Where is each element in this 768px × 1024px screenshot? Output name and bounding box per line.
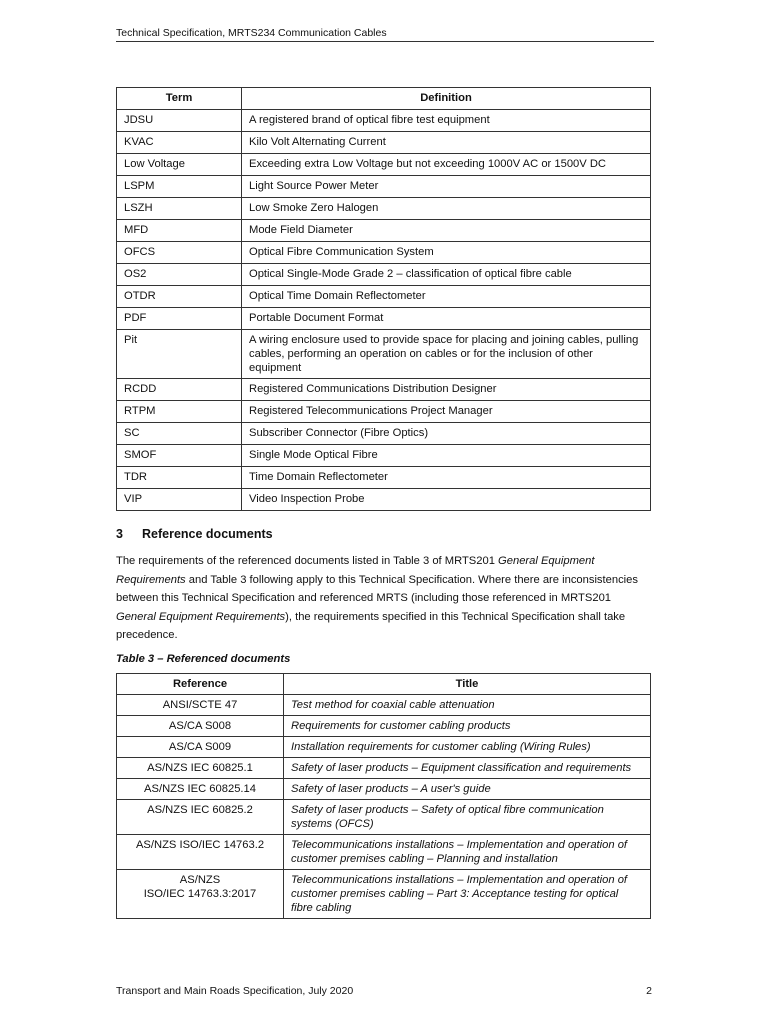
reference-cell: AS/CA S009 <box>117 737 284 758</box>
table-row <box>117 308 651 330</box>
section-paragraph <box>116 552 651 645</box>
paragraph-text: and Table 3 following apply to this Technical Specification. Where there are inconsistencies between this Technical Specification and referenced MRTS (including those referenced in MRTS201 <box>116 573 638 604</box>
term-cell: Low Voltage <box>117 154 242 176</box>
title-cell: Safety of laser products – Equipment classification and requirements <box>284 758 651 779</box>
table-row <box>117 379 651 401</box>
definition-cell: Single Mode Optical Fibre <box>242 445 651 467</box>
paragraph-text: The requirements of the referenced documents listed in Table 3 of MRTS201 <box>116 555 499 567</box>
section-heading <box>116 527 273 541</box>
table-row <box>117 870 651 919</box>
title-cell: Telecommunications installations – Implementation and operation of customer premises cabling – Planning and installation <box>284 835 651 870</box>
page-header: Technical Specification, MRTS234 Communication Cables <box>116 26 654 42</box>
term-cell: OTDR <box>117 286 242 308</box>
definition-cell: Optical Single-Mode Grade 2 – classification of optical fibre cable <box>242 264 651 286</box>
definition-cell: Mode Field Diameter <box>242 220 651 242</box>
reference-cell: AS/NZS IEC 60825.1 <box>117 758 284 779</box>
term-cell: RCDD <box>117 379 242 401</box>
term-cell: RTPM <box>117 401 242 423</box>
term-cell: SC <box>117 423 242 445</box>
table-row <box>117 489 651 511</box>
paragraph-italic-ref: General Equipment Requirements <box>116 555 595 586</box>
table-row <box>117 445 651 467</box>
reference-cell: AS/NZS IEC 60825.2 <box>117 800 284 835</box>
table-row <box>117 779 651 800</box>
title-cell: Safety of laser products – A user's guide <box>284 779 651 800</box>
term-cell: PDF <box>117 308 242 330</box>
section-title: Reference documents <box>142 527 273 541</box>
table-row <box>117 695 651 716</box>
definition-cell: Optical Time Domain Reflectometer <box>242 286 651 308</box>
reference-cell: AS/NZS ISO/IEC 14763.2 <box>117 835 284 870</box>
title-column-header: Title <box>284 674 651 695</box>
definition-cell: Subscriber Connector (Fibre Optics) <box>242 423 651 445</box>
term-cell: OFCS <box>117 242 242 264</box>
definition-cell: Registered Telecommunications Project Manager <box>242 401 651 423</box>
table-row <box>117 198 651 220</box>
refs-header-row <box>117 674 651 695</box>
definition-column-header: Definition <box>242 88 651 110</box>
definition-cell: Registered Communications Distribution Designer <box>242 379 651 401</box>
footer-text: Transport and Main Roads Specification, July 2020 <box>116 985 354 997</box>
term-cell: SMOF <box>117 445 242 467</box>
term-cell: TDR <box>117 467 242 489</box>
page-footer <box>116 985 652 997</box>
reference-cell: AS/CA S008 <box>117 716 284 737</box>
table-row <box>117 758 651 779</box>
definition-cell: Exceeding extra Low Voltage but not exceeding 1000V AC or 1500V DC <box>242 154 651 176</box>
table-row <box>117 330 651 379</box>
section-number: 3 <box>116 527 123 541</box>
definition-cell: Optical Fibre Communication System <box>242 242 651 264</box>
table-row <box>117 242 651 264</box>
terms-header-row <box>117 88 651 110</box>
table-caption: Table 3 – Referenced documents <box>116 653 291 665</box>
table-row <box>117 220 651 242</box>
definition-cell: Time Domain Reflectometer <box>242 467 651 489</box>
table-row <box>117 110 651 132</box>
table-row <box>117 716 651 737</box>
definition-cell: Low Smoke Zero Halogen <box>242 198 651 220</box>
table-row <box>117 401 651 423</box>
title-cell: Test method for coaxial cable attenuation <box>284 695 651 716</box>
term-cell: LSPM <box>117 176 242 198</box>
title-cell: Safety of laser products – Safety of optical fibre communication systems (OFCS) <box>284 800 651 835</box>
table-row <box>117 264 651 286</box>
reference-cell: ANSI/SCTE 47 <box>117 695 284 716</box>
table-row <box>117 286 651 308</box>
title-cell: Telecommunications installations – Implementation and operation of customer premises cabling – Part 3: Acceptance testing for optical fibre cabling <box>284 870 651 919</box>
term-cell: KVAC <box>117 132 242 154</box>
definition-cell: Portable Document Format <box>242 308 651 330</box>
table-row <box>117 132 651 154</box>
definition-cell: Kilo Volt Alternating Current <box>242 132 651 154</box>
page-number: 2 <box>646 985 652 997</box>
term-cell: LSZH <box>117 198 242 220</box>
term-cell: JDSU <box>117 110 242 132</box>
definition-cell: A registered brand of optical fibre test equipment <box>242 110 651 132</box>
table-row <box>117 835 651 870</box>
title-cell: Installation requirements for customer cabling (Wiring Rules) <box>284 737 651 758</box>
paragraph-italic-ref: General Equipment Requirements <box>116 610 286 623</box>
term-cell: VIP <box>117 489 242 511</box>
references-table <box>116 673 651 919</box>
term-cell: MFD <box>117 220 242 242</box>
table-row <box>117 154 651 176</box>
term-cell: Pit <box>117 330 242 379</box>
table-row <box>117 176 651 198</box>
paragraph-text: ), the requirements specified in this Technical Specification shall take precedence. <box>116 610 626 641</box>
table-row <box>117 800 651 835</box>
reference-column-header: Reference <box>117 674 284 695</box>
table-row <box>117 467 651 489</box>
table-row <box>117 423 651 445</box>
title-cell: Requirements for customer cabling products <box>284 716 651 737</box>
definition-cell: Light Source Power Meter <box>242 176 651 198</box>
definition-cell: A wiring enclosure used to provide space for placing and joining cables, pulling cables, performing an operation on cables or for the inclusion of other equipment <box>242 330 651 379</box>
definition-cell: Video Inspection Probe <box>242 489 651 511</box>
terms-table <box>116 87 651 511</box>
table-row <box>117 737 651 758</box>
reference-cell: AS/NZS ISO/IEC 14763.3:2017 <box>117 870 284 919</box>
term-column-header: Term <box>117 88 242 110</box>
term-cell: OS2 <box>117 264 242 286</box>
reference-cell: AS/NZS IEC 60825.14 <box>117 779 284 800</box>
